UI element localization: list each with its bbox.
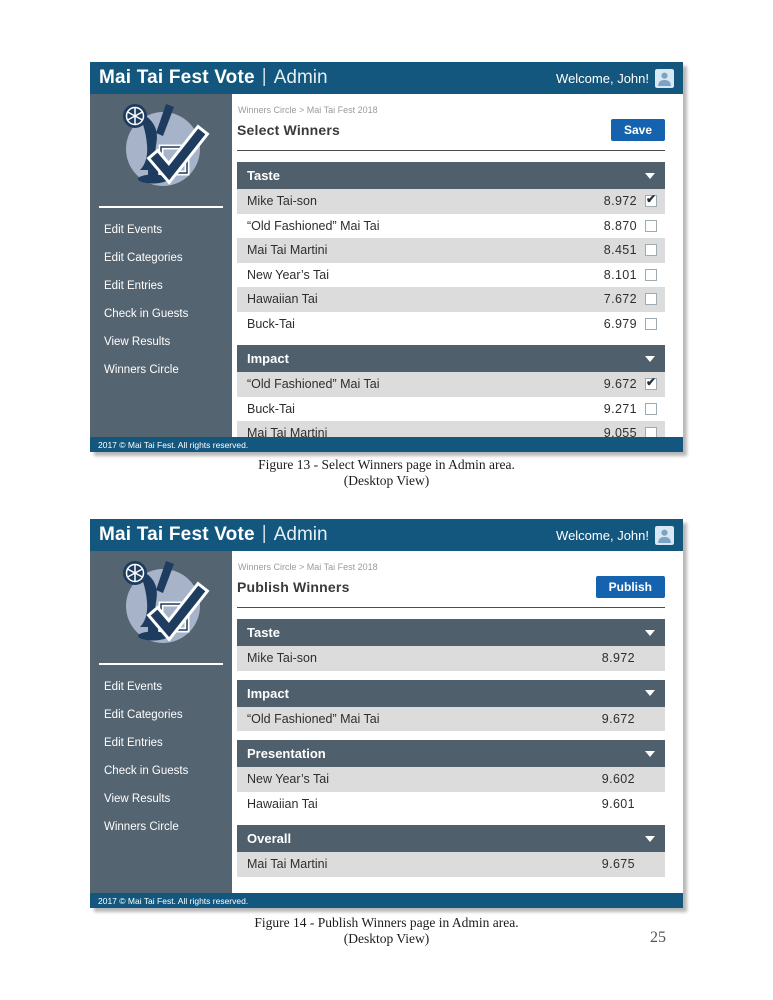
entry-name: “Old Fashioned” Mai Tai — [247, 377, 380, 392]
category-section-impact — [237, 345, 665, 437]
title-divider: | — [261, 523, 267, 544]
entry-name: New Year’s Tai — [247, 267, 330, 282]
app-header — [90, 62, 683, 94]
entry-row — [237, 214, 665, 239]
entry-name: Mai Tai Martini — [247, 857, 328, 872]
chevron-down-icon — [645, 630, 655, 636]
section-label: Overall — [247, 831, 292, 846]
page-title: Publish Winners — [237, 579, 350, 595]
winners-table — [237, 162, 665, 437]
app-header — [90, 519, 683, 551]
sidebar-nav — [90, 673, 232, 841]
entry-row — [237, 421, 665, 437]
main-content — [232, 551, 683, 893]
title-divider-line — [237, 607, 665, 608]
winner-checkbox[interactable] — [645, 293, 657, 305]
chevron-down-icon — [645, 836, 655, 842]
sidebar — [90, 551, 232, 893]
winner-checkbox[interactable] — [645, 403, 657, 415]
figure13-caption-line1: Figure 13 - Select Winners page in Admin area. — [258, 457, 515, 472]
entry-score: 9.271 — [603, 401, 637, 416]
welcome-text: Welcome, John! — [556, 527, 649, 543]
chevron-down-icon — [645, 356, 655, 362]
section-header-taste[interactable] — [237, 619, 665, 646]
winner-checkbox[interactable] — [645, 220, 657, 232]
figure14-caption — [90, 915, 683, 946]
sidebar-item-edit-events[interactable]: Edit Events — [104, 224, 163, 236]
user-avatar-icon[interactable] — [655, 69, 674, 88]
chevron-down-icon — [645, 751, 655, 757]
entry-name: Mai Tai Martini — [247, 243, 328, 258]
welcome-text: Welcome, John! — [556, 70, 649, 86]
entry-row — [237, 397, 665, 422]
entry-name: “Old Fashioned” Mai Tai — [247, 218, 380, 233]
app-title: Mai Tai Fest Vote — [99, 524, 255, 545]
sidebar-item-edit-categories[interactable]: Edit Categories — [104, 252, 183, 264]
sidebar-divider — [99, 206, 223, 208]
welcome-area — [556, 526, 674, 545]
title-row — [237, 119, 665, 141]
sidebar — [90, 94, 232, 437]
winner-checkbox[interactable] — [645, 378, 657, 390]
sidebar-item-check-in-guests[interactable]: Check in Guests — [104, 765, 189, 777]
sidebar-item-edit-categories[interactable]: Edit Categories — [104, 709, 183, 721]
entry-score: 8.870 — [603, 218, 637, 233]
app-subtitle: Admin — [273, 524, 328, 545]
entry-name: Hawaiian Tai — [247, 292, 318, 307]
category-section-taste — [237, 619, 665, 671]
sidebar-item-winners-circle[interactable]: Winners Circle — [104, 821, 179, 833]
user-avatar-icon[interactable] — [655, 526, 674, 545]
entry-score: 9.672 — [601, 711, 635, 726]
entry-name: “Old Fashioned” Mai Tai — [247, 711, 380, 726]
entry-row — [237, 852, 665, 877]
sidebar-item-edit-entries[interactable]: Edit Entries — [104, 737, 163, 749]
breadcrumb[interactable]: Winners Circle > Mai Tai Fest 2018 — [238, 105, 378, 115]
figure14-caption-line2: (Desktop View) — [343, 930, 430, 946]
footer: 2017 © Mai Tai Fest. All rights reserved. — [90, 893, 683, 908]
mockup-select-winners — [90, 62, 683, 452]
entry-score: 6.979 — [603, 316, 637, 331]
winner-checkbox[interactable] — [645, 244, 657, 256]
entry-score: 9.672 — [603, 377, 637, 392]
entry-score: 8.451 — [603, 243, 637, 258]
footer: 2017 © Mai Tai Fest. All rights reserved. — [90, 437, 683, 452]
category-section-taste — [237, 162, 665, 336]
entry-row — [237, 707, 665, 732]
section-header-impact[interactable] — [237, 680, 665, 707]
category-section-presentation — [237, 740, 665, 816]
entry-name: Mike Tai-son — [247, 651, 317, 666]
section-header-overall[interactable] — [237, 825, 665, 852]
category-section-impact — [237, 680, 665, 732]
breadcrumb[interactable]: Winners Circle > Mai Tai Fest 2018 — [238, 562, 378, 572]
section-header-impact[interactable] — [237, 345, 665, 372]
entry-score: 8.972 — [601, 651, 635, 666]
save-button[interactable]: Save — [611, 119, 665, 141]
entry-name: Hawaiian Tai — [247, 796, 318, 811]
app-subtitle: Admin — [273, 67, 328, 88]
winner-checkbox[interactable] — [645, 269, 657, 281]
entry-name: Buck-Tai — [247, 316, 295, 331]
entry-row — [237, 646, 665, 671]
main-content — [232, 94, 683, 437]
app-logo — [90, 99, 232, 199]
entry-name: Mai Tai Martini — [247, 426, 328, 437]
entry-row — [237, 767, 665, 792]
title-row — [237, 576, 665, 598]
section-label: Presentation — [247, 746, 326, 761]
entry-score: 9.675 — [601, 857, 635, 872]
entry-score: 9.055 — [603, 426, 637, 437]
entry-name: New Year’s Tai — [247, 772, 330, 787]
winner-checkbox[interactable] — [645, 427, 657, 437]
welcome-area — [556, 69, 674, 88]
publish-button[interactable]: Publish — [596, 576, 665, 598]
app-logo — [90, 556, 232, 656]
figure14-caption-line1: Figure 14 - Publish Winners page in Admin area. — [254, 915, 519, 930]
app-title: Mai Tai Fest Vote — [99, 67, 255, 88]
sidebar-nav — [90, 216, 232, 384]
section-label: Impact — [247, 685, 289, 701]
entry-row — [237, 372, 665, 397]
entry-name: Mike Tai-son — [247, 194, 317, 209]
chevron-down-icon — [645, 690, 655, 696]
entry-name: Buck-Tai — [247, 401, 295, 416]
section-header-taste[interactable] — [237, 162, 665, 189]
entry-row — [237, 287, 665, 312]
section-label: Taste — [247, 168, 280, 183]
title-divider: | — [261, 66, 267, 87]
entry-score: 9.602 — [601, 772, 635, 787]
sidebar-item-view-results[interactable]: View Results — [104, 793, 171, 805]
sidebar-item-edit-entries[interactable]: Edit Entries — [104, 280, 163, 292]
figure13-caption — [90, 457, 683, 488]
entry-score: 8.101 — [603, 267, 637, 282]
chevron-down-icon — [645, 173, 655, 179]
section-label: Taste — [247, 625, 280, 640]
entry-score: 7.672 — [603, 292, 637, 307]
sidebar-item-edit-events[interactable]: Edit Events — [104, 681, 163, 693]
entry-row — [237, 238, 665, 263]
title-divider-line — [237, 150, 665, 151]
entry-score: 8.972 — [603, 194, 637, 209]
winner-checkbox[interactable] — [645, 195, 657, 207]
entry-row — [237, 189, 665, 214]
page-title: Select Winners — [237, 122, 341, 138]
winners-table — [237, 619, 665, 877]
mockup-publish-winners — [90, 519, 683, 908]
section-header-presentation[interactable] — [237, 740, 665, 767]
entry-score: 9.601 — [601, 796, 635, 811]
sidebar-item-check-in-guests[interactable]: Check in Guests — [104, 308, 189, 320]
entry-row — [237, 312, 665, 337]
entry-row — [237, 792, 665, 817]
page-number: 25 — [650, 929, 666, 946]
sidebar-item-view-results[interactable]: View Results — [104, 336, 171, 348]
category-section-overall — [237, 825, 665, 877]
sidebar-item-winners-circle[interactable]: Winners Circle — [104, 364, 179, 376]
winner-checkbox[interactable] — [645, 318, 657, 330]
figure13-caption-line2: (Desktop View) — [343, 472, 430, 488]
section-label: Impact — [247, 351, 289, 366]
sidebar-divider — [99, 663, 223, 665]
entry-row — [237, 263, 665, 288]
